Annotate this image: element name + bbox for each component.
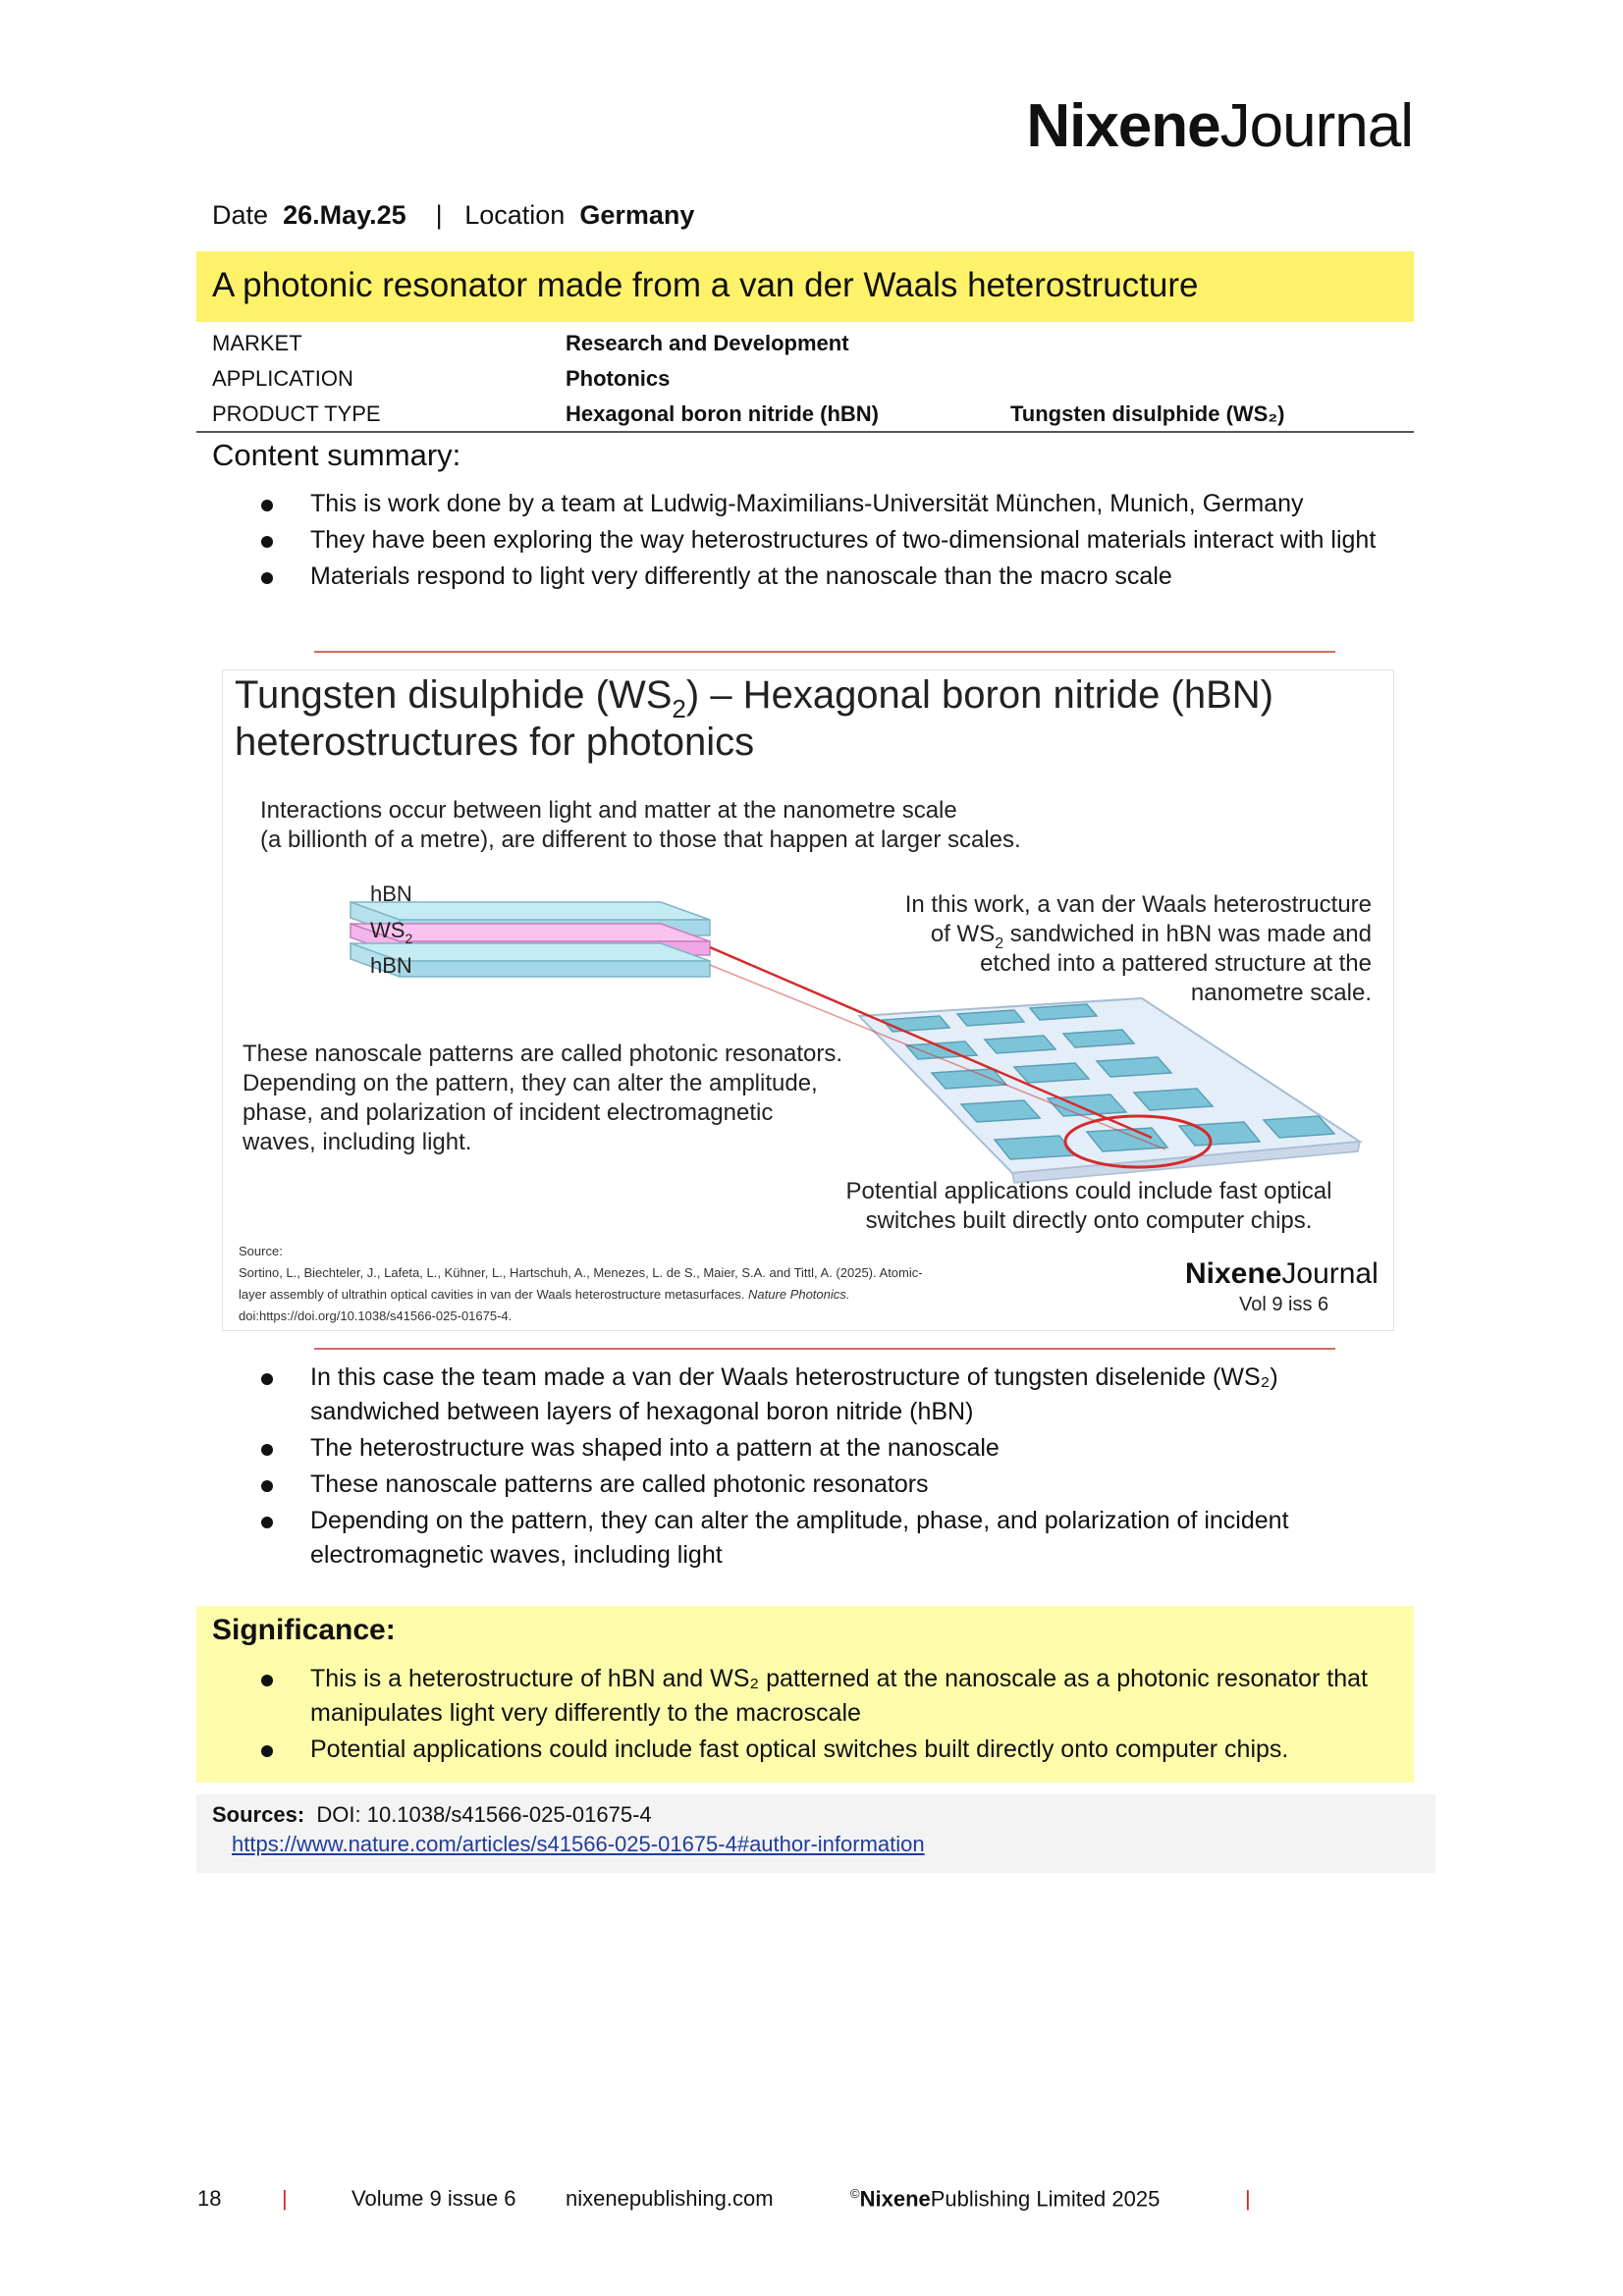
figure-title-line2: heterostructures for photonics <box>235 721 755 764</box>
logo-bold: Nixene <box>1026 92 1220 160</box>
title-bar <box>196 251 1414 322</box>
left-text-line2: Depending on the pattern, they can alter the amplitude, <box>243 1070 818 1096</box>
product-value-2: Tungsten disulphide (WS₂) <box>1010 401 1285 426</box>
figure-intro-line1: Interactions occur between light and matter at the nanometre scale <box>260 797 957 824</box>
layer-label-top: hBN <box>370 881 412 906</box>
apps-line2: switches built directly onto computer chips. <box>865 1207 1313 1234</box>
infographic-svg <box>223 670 1393 1330</box>
right-text-line2: of $WS_2$ sandwiched in hBN was made and <box>930 921 1372 952</box>
apps-line1: Potential applications could include fast optical <box>845 1178 1332 1204</box>
footer-site[interactable]: nixenepublishing.com <box>566 2186 774 2211</box>
footer-volume: Volume 9 issue 6 <box>352 2186 516 2211</box>
market-value: Research and Development <box>566 331 849 355</box>
infographic <box>222 669 1394 1331</box>
journal-logo <box>1026 92 1413 160</box>
market-label: MARKET <box>212 331 302 355</box>
figure-source <box>239 1244 923 1323</box>
product-label: PRODUCT TYPE <box>212 401 381 426</box>
sources-line <box>212 1802 652 1828</box>
sources-link[interactable]: https://www.nature.com/articles/s41566-025-01675-4#author-information <box>232 1832 925 1856</box>
summary-bullets-top <box>261 487 1390 596</box>
left-text-line3: phase, and polarization of incident electromagnetic <box>243 1099 774 1126</box>
sources-label: Sources: <box>212 1802 305 1827</box>
right-text-line1: In this work, a van der Waals heterostructure <box>904 891 1372 918</box>
footer-copyright: ©NixenePublishing Limited 2025 <box>850 2186 1161 2212</box>
meta-row-market <box>196 325 1414 360</box>
product-value-1: Hexagonal boron nitride (hBN) <box>566 401 879 426</box>
divider-bottom <box>314 1348 1335 1350</box>
left-text-line1: These nanoscale patterns are called photonic resonators. <box>243 1041 843 1067</box>
footer-separator-end: | <box>1245 2186 1251 2211</box>
meta-row-product <box>196 396 1414 431</box>
application-label: APPLICATION <box>212 366 353 391</box>
figure-title-line1: Tungsten disulphide $(WS_2)$ – Hexagonal boron nitride (hBN) <box>235 673 1273 723</box>
list-item: Depending on the pattern, they can alter the amplitude, phase, and polarization of incident electromagnetic waves, including light <box>261 1504 1390 1573</box>
location-label: Location <box>464 200 566 230</box>
right-description <box>905 891 1372 1006</box>
date-label: Date <box>212 200 269 230</box>
significance-heading: Significance: <box>212 1614 396 1646</box>
meta-row-application <box>196 360 1414 396</box>
list-item: The heterostructure was shaped into a pattern at the nanoscale <box>261 1431 1390 1466</box>
footer-separator: | <box>282 2186 288 2211</box>
list-item: This is work done by a team at Ludwig-Maximilians-Universität München, Munich, Germany <box>261 487 1390 521</box>
date-value: 26.May.25 <box>283 200 406 230</box>
divider-top <box>314 651 1335 653</box>
layer-label-bottom: hBN <box>370 953 412 978</box>
list-item: Potential applications could include fast optical switches built directly onto computer chips. <box>261 1733 1390 1767</box>
list-item: Materials respond to light very differently at the nanoscale than the macro scale <box>261 560 1390 594</box>
logo-light: Journal <box>1219 92 1413 160</box>
meta-table <box>196 325 1414 433</box>
left-text-line4: waves, including light. <box>243 1129 472 1155</box>
summary-bullets-bottom <box>261 1361 1390 1575</box>
content-summary-heading: Content summary: <box>212 438 461 472</box>
patterned-plate <box>859 998 1360 1183</box>
page-footer <box>0 2186 1623 2225</box>
location-value: Germany <box>579 200 695 230</box>
right-text-line4: nanometre scale. <box>1190 980 1372 1006</box>
list-item: These nanoscale patterns are called photonic resonators <box>261 1468 1390 1502</box>
dateline-separator: | <box>435 200 443 230</box>
application-value: Photonics <box>566 366 671 391</box>
figure-issue: Vol 9 iss 6 <box>1239 1294 1329 1315</box>
layer-label-mid: $WS_2$ <box>370 918 413 946</box>
significance-bullets <box>261 1662 1390 1769</box>
source-label: Source: <box>239 1244 283 1258</box>
figure-intro-line2: (a billionth of a metre), are different to those that happen at larger scales. <box>260 827 1021 853</box>
sources-box <box>196 1794 1435 1873</box>
source-line2: layer assembly of ultrathin optical cavities in van der Waals heterostructure metasurfaces. Nature Photonics. <box>239 1287 850 1302</box>
list-item: In this case the team made a van der Waals heterostructure of tungsten diselenide (WS₂) sandwiched between layers of hexagonal boron nitride (hBN) <box>261 1361 1390 1429</box>
applications-text <box>846 1178 1332 1234</box>
figure-logo: NixeneJournal <box>1185 1257 1379 1290</box>
source-line1: Sortino, L., Biechteler, J., Lafeta, L., Kühner, L., Hartschuh, A., Menezes, L. de S., Maier, S.A. and Tittl, A. (2025). Atomic- <box>239 1265 923 1280</box>
list-item: They have been exploring the way heterostructures of two-dimensional materials interact with light <box>261 523 1390 558</box>
dateline <box>212 200 694 231</box>
right-text-line3: etched into a pattered structure at the <box>980 950 1372 977</box>
source-line3: doi:https://doi.org/10.1038/s41566-025-01675-4. <box>239 1308 513 1323</box>
sources-doi: DOI: 10.1038/s41566-025-01675-4 <box>316 1802 652 1827</box>
page-number: 18 <box>197 2186 222 2211</box>
article-title: A photonic resonator made from a van der Waals heterostructure <box>212 266 1199 304</box>
list-item: This is a heterostructure of hBN and WS₂ patterned at the nanoscale as a photonic resonator that manipulates light very differently to the macroscale <box>261 1662 1390 1731</box>
left-description <box>242 1041 842 1155</box>
